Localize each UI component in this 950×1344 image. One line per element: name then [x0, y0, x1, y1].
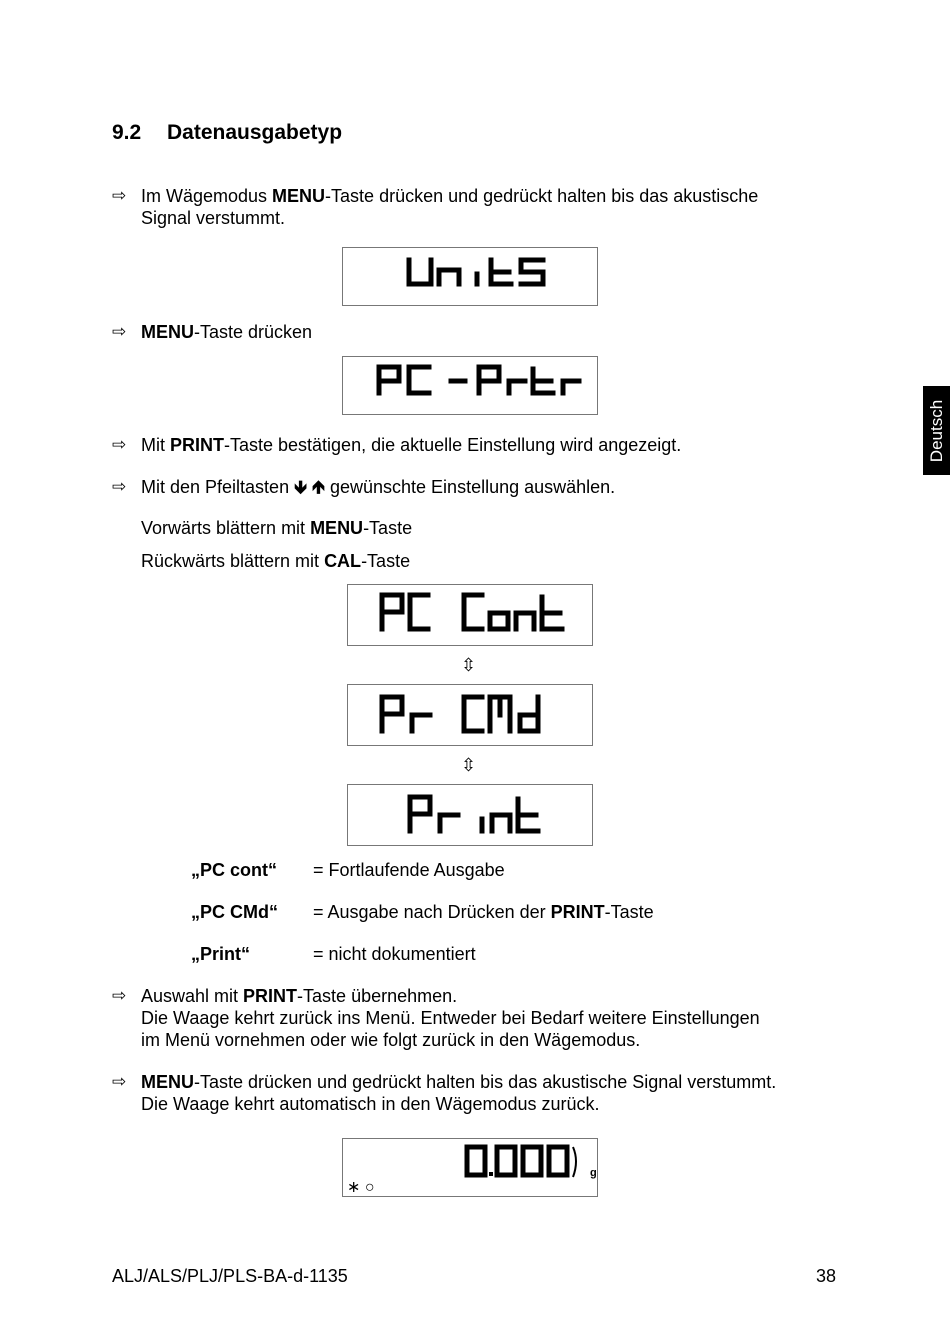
section-heading: Datenausgabetyp: [167, 121, 343, 144]
lcd-display-pc-cont: [347, 584, 593, 646]
lcd-display-pc-prtr: [342, 356, 598, 415]
arrow-right-icon: ⇨: [112, 435, 127, 454]
language-side-tab: [923, 386, 950, 475]
footer-page-number: 38: [816, 1266, 837, 1286]
footer-doc-id: ALJ/ALS/PLJ/PLS-BA-d-1135: [112, 1266, 348, 1286]
arrow-down-key-icon: 🡻: [294, 477, 308, 497]
definition-text: = Fortlaufende Ausgabe: [313, 860, 505, 880]
lcd-display-units: [342, 247, 598, 306]
weight-unit: g: [590, 1167, 597, 1179]
stability-symbols: ∗ ○: [347, 1179, 375, 1196]
step-6-text: MENU-Taste drücken und gedrückt halten bis das akustische Signal verstummt. Die Waage kehrt automatisch in den Wägemodus zurück.: [141, 1072, 777, 1114]
section-title: [112, 121, 342, 145]
updown-arrow-icon: ⇳: [461, 755, 477, 775]
lcd-display-print: [347, 784, 593, 846]
step-5-text: Auswahl mit PRINT-Taste übernehmen. Die Waage kehrt zurück ins Menü. Entweder bei Bedarf weitere Einstellungen im Menü vornehmen oder wie folgt zurück in den Wägemodus.: [141, 986, 760, 1050]
definition-term: „PC cont“: [191, 860, 278, 880]
definition-text: = nicht dokumentiert: [313, 944, 476, 964]
step-3-text: Mit PRINT-Taste bestätigen, die aktuelle Einstellung wird angezeigt.: [141, 435, 682, 455]
section-number: 9.2: [112, 121, 142, 144]
arrow-right-icon: ⇨: [112, 322, 127, 341]
language-tab-label: Deutsch: [926, 399, 946, 462]
arrow-up-key-icon: 🡹: [312, 477, 325, 497]
definition-term: „Print“: [191, 944, 251, 964]
scroll-forward-line: Vorwärts blättern mit MENU-Taste: [141, 518, 413, 538]
lcd-display-weight: [342, 1138, 598, 1197]
step-2-text: MENU-Taste drücken: [141, 322, 313, 342]
step-4-text: Mit den Pfeiltasten 🡻 🡹 gewünschte Einstellung auswählen.: [141, 477, 616, 497]
arrow-right-icon: ⇨: [112, 186, 127, 205]
arrow-right-icon: ⇨: [112, 1072, 127, 1091]
arrow-right-icon: ⇨: [112, 986, 127, 1005]
updown-arrow-icon: ⇳: [461, 655, 477, 675]
definition-text: = Ausgabe nach Drücken der PRINT-Taste: [313, 902, 654, 922]
definition-term: „PC CMd“: [191, 902, 278, 922]
lcd-display-pr-cmd: [347, 684, 593, 746]
arrow-right-icon: ⇨: [112, 477, 127, 496]
scroll-back-line: Rückwärts blättern mit CAL-Taste: [141, 551, 411, 571]
step-1-text: Im Wägemodus MENU-Taste drücken und gedrückt halten bis das akustische Signal verstummt.: [141, 186, 759, 228]
